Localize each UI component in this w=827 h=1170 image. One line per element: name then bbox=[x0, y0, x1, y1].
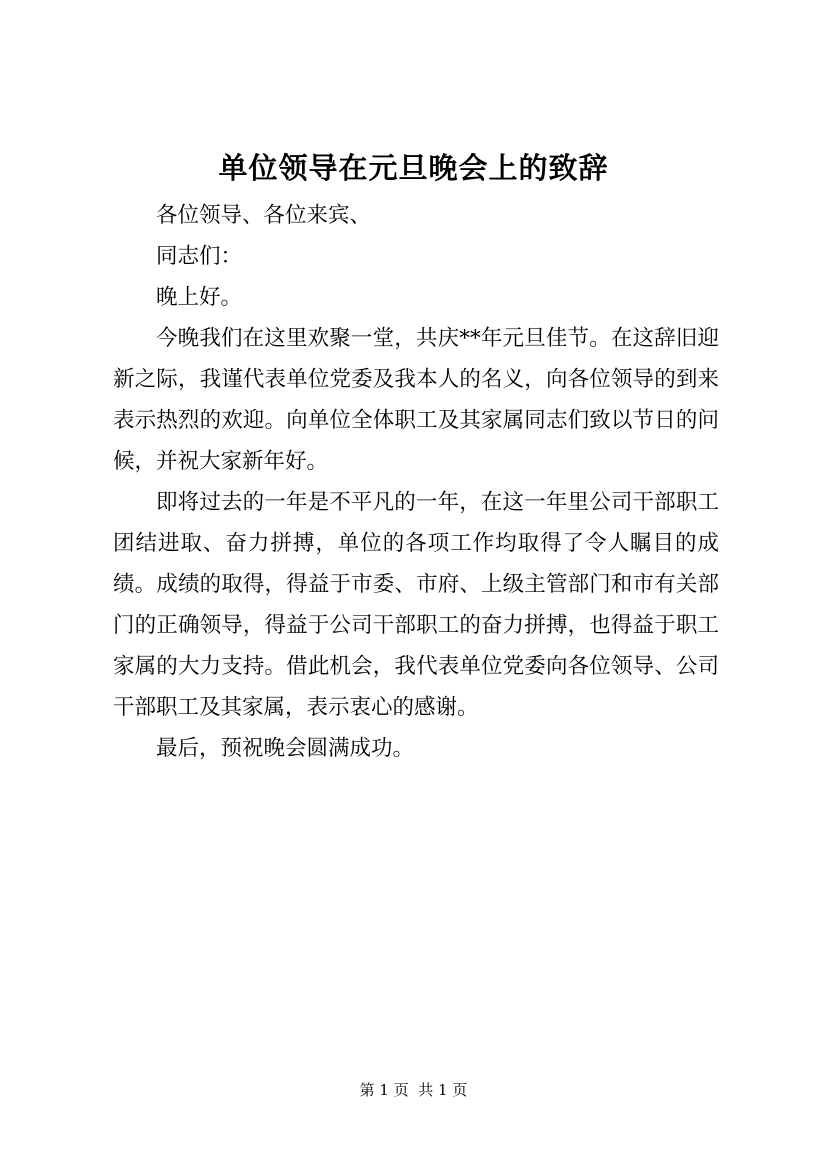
closing-paragraph: 最后，预祝晚会圆满成功。 bbox=[156, 736, 415, 761]
welcome-paragraph: 今晚我们在这里欢聚一堂，共庆**年元旦佳节。在这辞旧迎新之际，我谨代表单位党委及我本人的名义，向各位领导的到来表示热烈的欢迎。向单位全体职工及其家属同志们致以节日的问候，并祝大家新年好。 bbox=[113, 326, 719, 474]
greeting-paragraph: 晚上好。 bbox=[156, 285, 243, 310]
thanks-paragraph: 即将过去的一年是不平凡的一年，在这一年里公司干部职工团结进取、奋力拼搏，单位的各项工作均取得了令人瞩目的成绩。成绩的取得，得益于市委、市府、上级主管部门和市有关部门的正确领导，得益于公司干部职工的奋力拼搏，也得益于职工家属的大力支持。借此机会，我代表单位党委向各位领导、公司干部职工及其家属，表示衷心的感谢。 bbox=[113, 490, 719, 720]
salutation-paragraph: 各位领导、各位来宾、 bbox=[156, 203, 372, 228]
document-title: 单位领导在元旦晚会上的致辞 bbox=[218, 151, 609, 185]
salutation-comrades-paragraph: 同志们： bbox=[156, 244, 243, 269]
document-body bbox=[113, 195, 719, 769]
page-footer: 第 1 页 共 1 页 bbox=[359, 1081, 468, 1099]
